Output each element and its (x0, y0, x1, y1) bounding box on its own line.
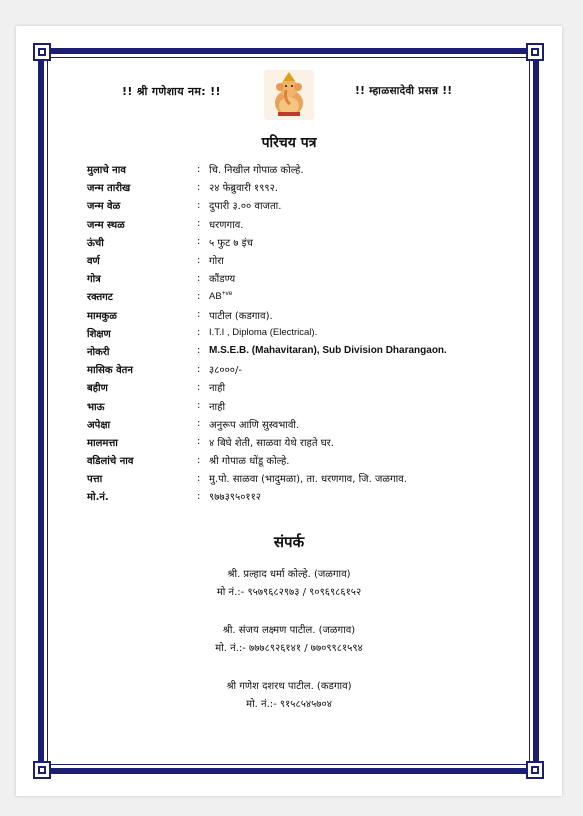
blood-group-rh: +ve (221, 290, 233, 298)
detail-value: २४ फेब्रुवारी १९९२. (209, 183, 278, 195)
detail-label: गोत्र (87, 274, 101, 286)
detail-row-property: मालमत्ता : ४ बिघे शेती, साळवा येथे राहते घर. (87, 436, 334, 449)
detail-row-maternal-family: मामकुळ : पाटील (कडगाव). (87, 309, 273, 322)
contact-phone: मो नं.:- ९५७९६८२९७३ / ९०९६९८६१५२ (216, 587, 362, 598)
detail-label: वडिलांचे नाव (87, 456, 134, 468)
detail-label: मुलाचे नाव (87, 165, 126, 177)
detail-row-job: नोकरी : M.S.E.B. (Mahavitaran), Sub Division Dharangaon. (87, 345, 447, 358)
corner-ornament (33, 761, 51, 779)
detail-row-expectations: अपेक्षा : अनुरूप आणि सुस्वभावी. (87, 418, 300, 431)
biodata-page (16, 26, 562, 796)
detail-row-gotra: गोत्र : कौंडण्य (87, 272, 236, 286)
detail-label: अपेक्षा (87, 419, 111, 431)
detail-value: गोरा (209, 256, 224, 268)
detail-value: अनुरूप आणि सुस्वभावी. (209, 419, 300, 431)
detail-row-birth-date: जन्म तारीख : २४ फेब्रुवारी १९९२. (87, 181, 278, 195)
detail-value: I.T.I , Diploma (Electrical). (209, 327, 318, 339)
detail-value: ३८०००/- (209, 365, 242, 377)
detail-row-birth-time: जन्म वेळ : दुपारी ३.०० वाजता. (87, 199, 282, 213)
detail-value: नाही (209, 383, 226, 395)
detail-value: दुपारी ३.०० वाजता. (209, 201, 282, 213)
detail-row-blood-group: रक्तगट : $AB^{+ve}$ (87, 290, 233, 304)
detail-row-height: ऊंची : ५ फुट ७ इंच (87, 236, 253, 249)
detail-label: वर्ण (87, 256, 100, 268)
contacts-list (16, 566, 562, 734)
detail-label: जन्म वेळ (87, 201, 121, 213)
detail-row-sister: बहीण : नाही (87, 381, 226, 395)
detail-row-name: मुलाचे नाव : चि. निखील गोपाळ कोल्हे. (87, 163, 304, 177)
contact-entry (16, 678, 562, 714)
contact-phone: मो. नं.:- ९१५८५४५७०४ (246, 699, 332, 710)
detail-value: ९७७३९५०११२ (209, 492, 261, 504)
page-title: परिचय पत्र (261, 135, 317, 151)
detail-row-complexion: वर्ण : गोरा (87, 254, 224, 268)
detail-row-birth-place: जन्म स्थळ : धरणगाव. (87, 218, 244, 231)
header-invocation-left: !! श्री गणेशाय नम: !! (122, 85, 221, 98)
detail-row-address: पत्ता : मु.पो. साळवा (भादुमळा), ता. धरणगाव, जि. जळगाव. (87, 472, 407, 486)
detail-value: कौंडण्य (209, 274, 236, 286)
detail-label: नोकरी (87, 346, 110, 358)
detail-row-salary: मासिक वेतन : ३८०००/- (87, 363, 242, 377)
detail-value: पाटील (कडगाव). (209, 310, 273, 322)
details-list (87, 160, 447, 506)
detail-value: श्री गोपाळ धोंडू कोल्हे. (209, 456, 290, 468)
contact-name: श्री. संजय लक्ष्मण पाटील. (जळगाव) (222, 625, 356, 636)
ganesha-image (264, 70, 314, 120)
contact-phone: मो. नं.:- ७७७८९२६१४१ / ७७०९९८१५९४ (215, 643, 363, 654)
detail-value: चि. निखील गोपाळ कोल्हे. (209, 165, 304, 177)
detail-value: नाही (209, 401, 226, 413)
corner-ornament (526, 761, 544, 779)
detail-value: $AB^{+ve}$ (209, 290, 233, 303)
header-invocation-right: !! म्हाळसादेवी प्रसन्न !! (355, 85, 453, 97)
detail-label: जन्म तारीख (87, 183, 131, 195)
detail-label: बहीण (87, 383, 108, 395)
detail-row-education: शिक्षण : I.T.I , Diploma (Electrical). (87, 327, 318, 340)
detail-label: मालमत्ता (87, 437, 118, 449)
detail-row-mobile: मो.नं. : ९७७३९५०११२ (87, 490, 261, 504)
detail-value: धरणगाव. (209, 219, 244, 231)
detail-label: मासिक वेतन (87, 365, 133, 377)
detail-value: ५ फुट ७ इंच (209, 237, 253, 249)
corner-ornament (526, 43, 544, 61)
detail-value: M.S.E.B. (Mahavitaran), Sub Division Dharangaon. (209, 345, 447, 357)
contact-name: श्री. प्रल्हाद धर्मा कोल्हे. (जळगाव) (227, 569, 351, 580)
detail-label: ऊंची (87, 237, 104, 249)
contact-entry (16, 566, 562, 602)
contact-heading: संपर्क (273, 533, 305, 551)
contact-name: श्री गणेश दशरथ पाटील. (कडगाव) (226, 681, 352, 692)
detail-label: भाऊ (87, 401, 105, 413)
detail-label: शिक्षण (87, 328, 111, 340)
detail-row-brother: भाऊ : नाही (87, 400, 226, 413)
detail-value: मु.पो. साळवा (भादुमळा), ता. धरणगाव, जि. जळगाव. (209, 474, 407, 486)
detail-label: पत्ता (87, 474, 103, 486)
corner-ornament (33, 43, 51, 61)
detail-value: ४ बिघे शेती, साळवा येथे राहते घर. (209, 437, 334, 449)
detail-label: मो.नं. (87, 492, 109, 504)
detail-row-father-name: वडिलांचे नाव : श्री गोपाळ धोंडू कोल्हे. (87, 454, 290, 468)
contact-entry (16, 622, 562, 658)
detail-label: रक्तगट (87, 292, 113, 304)
detail-label: जन्म स्थळ (87, 219, 125, 231)
detail-label: मामकुळ (87, 310, 117, 322)
